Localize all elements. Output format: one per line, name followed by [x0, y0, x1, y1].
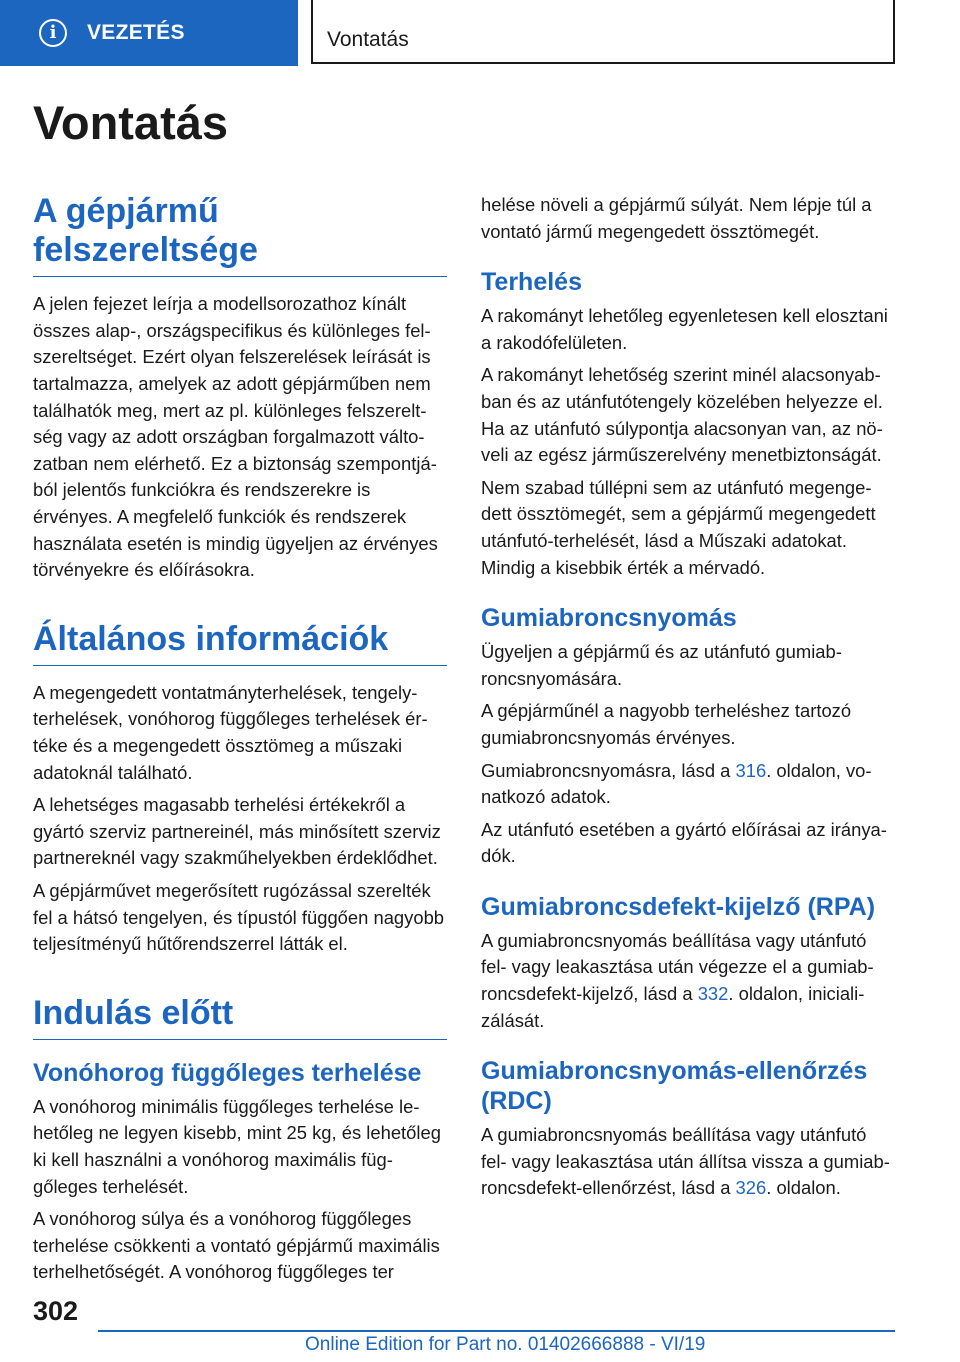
- paragraph: A vonóhorog minimális függőleges terhelése lehetőleg ne legyen kisebb, mint 25 kg, és lehetőleg ki kell használni a vonóhorog maximális függőleges terhelését.: [33, 1095, 441, 1197]
- footer-edition: Online Edition for Part no. 01402666888 - VI/19: [305, 1334, 706, 1355]
- section-heading-general-info: Általános információk: [33, 620, 447, 666]
- info-icon: i: [39, 19, 67, 47]
- subheading-tire-pressure: Gumiabroncsnyomás: [481, 604, 737, 633]
- subheading-tongue-load: Vonóhorog függőleges terhelése: [33, 1058, 422, 1087]
- header-title: Vontatás: [327, 28, 409, 51]
- paragraph: A gumiabroncsnyomás beállítása vagy utánfutó fel- vagy leakasztása után végezze el a gumiabroncsdefekt-kijelző, lásd a 332. oldalon, inicializálását.: [481, 929, 874, 1031]
- page-link-326[interactable]: 326: [735, 1177, 767, 1199]
- paragraph: A gépjárműnél a nagyobb terheléshez tartozó gumiabroncsnyomás érvényes.: [481, 700, 852, 748]
- section-tab[interactable]: [0, 0, 298, 66]
- paragraph: A rakományt lehetőség szerint minél alacsonyabban és az utánfutótengely közelében helyezze el. Ha az utánfutó súlypontja alacsonyan van, az növeli az egész járműszerelvény menetbiztonságát.: [481, 364, 883, 466]
- paragraph: A megengedett vontatmányterhelések, tengelyterhelések, vonóhorog függőleges terhelések értéke és a megengedett össztömeg a műszaki adatoknál található.: [33, 681, 428, 783]
- footer-divider: [98, 1330, 895, 1332]
- section-heading-equipment: A gépjármű felszereltsége: [33, 192, 447, 277]
- paragraph: A lehetséges magasabb terhelési értékekről a gyártó szerviz partnereinél, más minősített szerviz partnereknél vagy szakműhelyekben érdeklődhet.: [33, 794, 441, 869]
- paragraph: A jelen fejezet leírja a modellsorozathoz kínált összes alap-, országspecifikus és különleges felszereltséget. Ezért olyan felszerelések leírását is tartalmazza, amelyek az adott gépjárműben nem találhatók meg, mert az pl. különleges felszereltség vagy az adott országban forgalmazott változatban nem elérhető. Ez a biztonság szempontjából jelentős funkciókra és rendszerekre is érvényes. A megfelelő funkciók és rendszerek használata esetén is mindig ügyeljen az érvényes törvényekre és előírásokra.: [33, 293, 438, 581]
- subheading-load: Terhelés: [481, 268, 582, 297]
- page-link-332[interactable]: 332: [697, 983, 729, 1005]
- section-heading-before-departure: Indulás előtt: [33, 994, 447, 1040]
- paragraph: A rakományt lehetőleg egyenletesen kell elosztani a rakodófelületen.: [481, 305, 888, 353]
- left-column: [33, 192, 447, 1292]
- paragraph: Ügyeljen a gépjármű és az utánfutó gumiabroncsnyomására.: [481, 641, 842, 689]
- subheading-rpa: Gumiabroncsdefekt-kijelző (RPA): [481, 892, 876, 921]
- section-label: VEZETÉS: [87, 21, 185, 44]
- page-number: 302: [33, 1296, 79, 1326]
- paragraph: Nem szabad túllépni sem az utánfutó megengedett össztömegét, sem a gépjármű megengedett utánfutó-terhelését, lásd a Műszaki adatokat. Mindig a kisebbik érték a mérvadó.: [481, 476, 876, 578]
- page-header: [0, 0, 960, 66]
- paragraph: A gumiabroncsnyomás beállítása vagy utánfutó fel- vagy leakasztása után állítsa vissza a gumiabroncsdefekt-ellenőrzést, lásd a 326. oldalon.: [481, 1124, 890, 1199]
- paragraph: A gépjárművet megerősített rugózással szerelték fel a hátsó tengelyen, és típustól függően nagyobb teljesítményű hűtőrendszerrel látták el.: [33, 879, 445, 955]
- page-link-316[interactable]: 316: [735, 759, 767, 781]
- paragraph: Gumiabroncsnyomásra, lásd a 316. oldalon, vonatkozó adatok.: [481, 759, 872, 808]
- subheading-rdc: Gumiabroncsnyomás-ellenőrzés (RDC): [481, 1057, 868, 1116]
- paragraph: Az utánfutó esetében a gyártó előírásai az irányadók.: [481, 818, 887, 867]
- right-column: [481, 192, 895, 1208]
- paragraph: A vonóhorog súlya és a vonóhorog függőleges terhelése csökkenti a vontató gépjármű maximális terhelhetőségét. A vonóhorog függőleges ter: [33, 1208, 440, 1283]
- page-title: Vontatás: [33, 96, 228, 149]
- paragraph: helése növeli a gépjármű súlyát. Nem lépje túl a vontató jármű megengedett össztömegét.: [481, 194, 872, 242]
